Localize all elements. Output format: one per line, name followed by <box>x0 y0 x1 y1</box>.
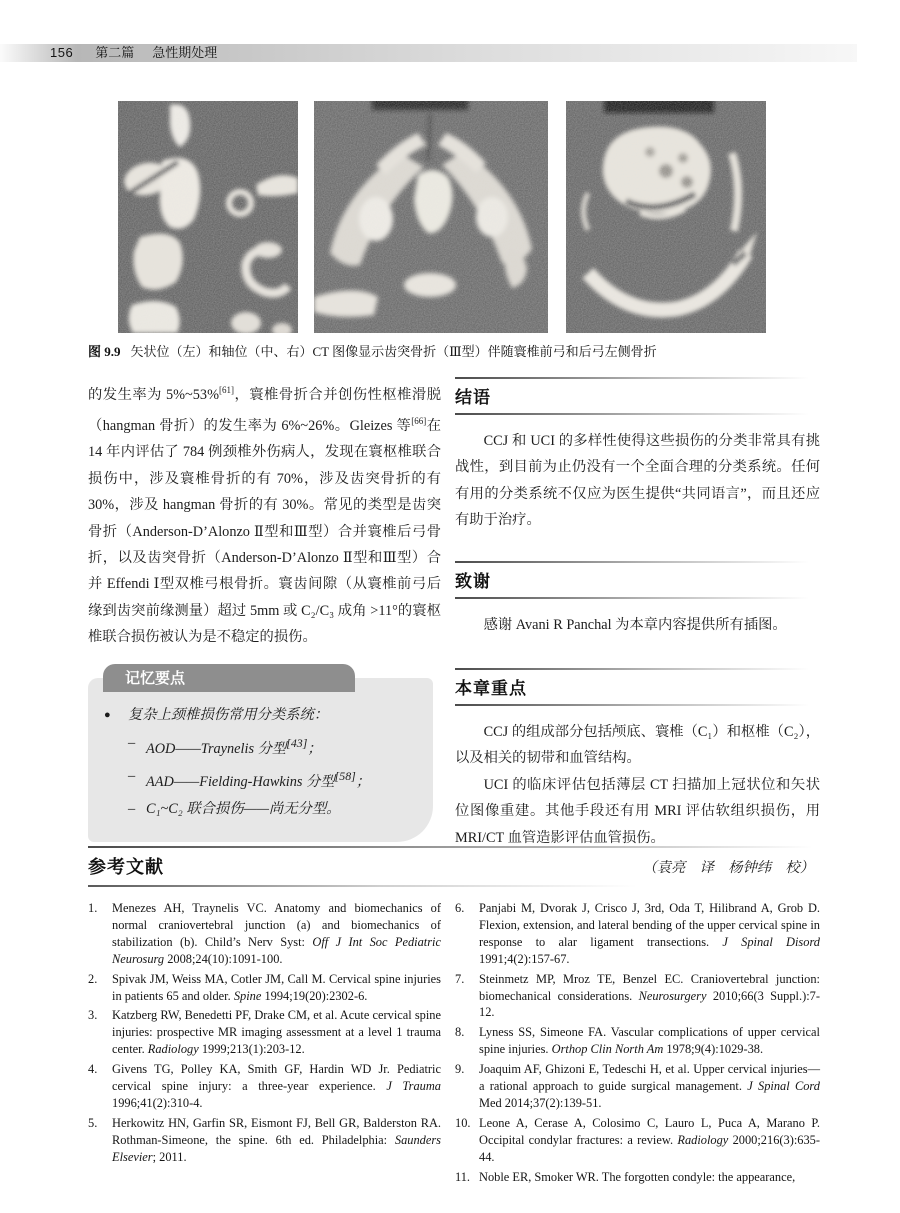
right-column <box>455 377 820 881</box>
reference-item <box>88 900 441 968</box>
heading-rule-bottom <box>455 597 820 599</box>
reference-number: 1. <box>88 901 98 915</box>
memory-box-item-text: AOD——Traynelis 分型[43]； <box>146 735 322 757</box>
references-section <box>88 846 820 1189</box>
reference-number: 3. <box>88 1008 98 1023</box>
reference-text: Menezes AH, Traynelis VC. Anatomy and biomechanics of normal craniovertebral junction (a) and biomechanics of stabilization (b). Child’s Nerv Syst: Off J Int Soc Pediatric Neurosurg 2008;24(10):1091-100. <box>112 901 441 966</box>
axial-ct-image-1 <box>314 101 548 333</box>
memory-box-lead: 复杂上颈椎损伤常用分类系统： <box>128 707 329 723</box>
references-left-column <box>88 900 441 1189</box>
reference-text: Noble ER, Smoker WR. The forgotten condyle: the appearance, <box>479 1169 796 1184</box>
reference-number: 10. <box>455 1115 471 1130</box>
heading-rule-top <box>455 561 820 563</box>
section-heading <box>455 561 820 599</box>
reference-text: Lyness SS, Simeone FA. Vascular complications of upper cervical spine injuries. Orthop Clin North Am 1978;9(4):1029-38. <box>479 1025 820 1057</box>
sagittal-ct-graphic <box>118 101 298 333</box>
reference-number: 9. <box>455 1062 465 1077</box>
memory-box-item-text: C₁~C₂ 联合损伤——尚无分型。 <box>146 801 341 818</box>
axial-ct-graphic-2 <box>566 101 766 333</box>
acknowledgment-paragraph: 感谢 Avani R Panchal 为本章内容提供所有插图。 <box>483 616 787 633</box>
left-column <box>88 377 441 651</box>
section-conclusion <box>455 377 820 534</box>
dash-icon: – <box>128 734 136 751</box>
dash-icon: – <box>128 801 136 818</box>
memory-box-item <box>104 763 415 796</box>
reference-item <box>455 1061 820 1112</box>
heading-rule-bottom <box>455 413 820 415</box>
reference-item <box>455 1169 820 1186</box>
page-number: 156 <box>50 45 74 60</box>
heading-rule-bottom <box>455 704 820 706</box>
highlights-paragraph-2: UCI 的临床评估包括薄层 CT 扫描加上冠状位和矢状位图像重建。其他手段还有用 MRI 评估软组织损伤，用 MRI/CT 血管造影评估血管损伤。 <box>455 776 820 846</box>
references-title: 参考文献 <box>88 857 164 877</box>
reference-number: 11. <box>455 1169 471 1184</box>
reference-item <box>88 1115 441 1166</box>
page-header-band <box>0 44 857 62</box>
heading-rule-top <box>455 668 820 670</box>
part-label: 第二篇 <box>95 45 135 60</box>
section-heading <box>455 668 820 706</box>
reference-text: Katzberg RW, Benedetti PF, Drake CM, et al. Acute cervical spine injuries: prospective MR imaging assessment at a level 1 trauma center. Radiology 1999;213(1):203-12. <box>112 1008 441 1057</box>
reference-number: 2. <box>88 971 98 986</box>
translators-line: （袁亮 译 杨钟纬 校） <box>642 860 814 877</box>
reference-text: Leone A, Cerase A, Colosimo C, Lauro L, Puca A, Marano P. Occipital condylar fractures: a review. Radiology 2000;216(3):635-44. <box>479 1115 820 1164</box>
section-acknowledgment <box>455 561 820 638</box>
reference-number: 5. <box>88 1115 98 1130</box>
left-column-paragraph: 的发生率为 5%~53%[61]，寰椎骨折合并创伤性枢椎滑脱（hangman 骨折）的发生率为 6%~26%。Gleizes 等[66]在 14 年内评估了 784 例颈椎外伤病人，发现在寰枢椎联合损伤中，涉及寰椎骨折的有 70%，涉及齿突骨折的有 30%，涉及 hangman 骨折的有 30%。常见的类型是齿突骨折（Anderson-D’Alonzo Ⅱ型和Ⅲ型）合并寰椎后弓骨折，以及齿突骨折（Anderson-D’Alonzo Ⅱ型和Ⅲ型）合并 Effendi Ⅰ型双椎弓根骨折。寰齿间隙（从寰椎前弓后缘到齿突前缘测量）超过 5mm 或 C₂/C₃ 成角 >11°的寰枢椎联合损伤被认为是不稳定的损伤。 <box>88 385 442 646</box>
reference-number: 7. <box>455 971 465 986</box>
section-title-acknowledgment: 致谢 <box>455 571 491 591</box>
conclusion-paragraph: CCJ 和 UCI 的多样性使得这些损伤的分类非常具有挑战性，到目前为止仍没有一个全面合理的分类系统。任何有用的分类系统不仅应为医生提供“共同语言”，而且还应有助于治疗。 <box>455 433 820 529</box>
reference-item <box>88 1007 441 1058</box>
memory-box-item <box>104 796 415 824</box>
reference-item <box>88 1061 441 1112</box>
reference-text: Herkowitz HN, Garfin SR, Eismont FJ, Bell GR, Balderston RA. Rothman-Simeone, the spine. 6th ed. Philadelphia: Saunders Elsevier; 2011. <box>112 1115 441 1164</box>
reference-text: Panjabi M, Dvorak J, Crisco J, 3rd, Oda T, Hilibrand A, Grob D. Flexion, extension, and lateral bending of the upper cervical spine in response to alar ligament transections. J Spinal Disord 1991;4(2):157-67. <box>479 901 820 966</box>
reference-number: 6. <box>455 901 465 915</box>
heading-rule-top <box>88 846 820 848</box>
reference-item <box>455 900 820 968</box>
memory-box-body <box>88 678 433 842</box>
reference-text: Givens TG, Polley KA, Smith GF, Hardin WD Jr. Pediatric cervical spine injury: a three-year experience. J Trauma 1996;41(2):310-4. <box>112 1062 441 1110</box>
figure-caption <box>88 343 820 360</box>
memory-box-item-text: AAD——Fielding-Hawkins 分型[58]； <box>146 768 371 790</box>
memory-box-item <box>104 730 415 763</box>
references-columns <box>88 900 820 1189</box>
reference-item <box>455 1024 820 1058</box>
figure-label: 图 9.9 <box>88 344 121 359</box>
memory-box-title: 记忆要点 <box>103 664 355 692</box>
memory-box-lead-row <box>104 702 415 730</box>
reference-item <box>455 971 820 1022</box>
bullet-icon: ● <box>104 709 111 721</box>
axial-ct-graphic-1 <box>314 101 548 333</box>
figure-caption-text: 矢状位（左）和轴位（中、右）CT 图像显示齿突骨折（Ⅲ型）伴随寰椎前弓和后弓左侧骨折 <box>130 344 657 359</box>
references-right-column <box>455 900 820 1189</box>
dash-icon: – <box>128 767 136 784</box>
references-heading <box>88 846 820 887</box>
reference-number: 8. <box>455 1025 465 1040</box>
memory-box <box>88 664 433 842</box>
highlights-paragraph-1: CCJ 的组成部分包括颅底、寰椎（C₁）和枢椎（C₂），以及相关的韧带和血管结构。 <box>455 724 820 767</box>
reference-text: Joaquim AF, Ghizoni E, Tedeschi H, et al. Upper cervical injuries—a rational approach to guide surgical management. J Spinal Cord Med 2014;37(2):139-51. <box>479 1062 820 1110</box>
reference-number: 4. <box>88 1062 98 1077</box>
reference-item <box>455 1115 820 1166</box>
sagittal-ct-image <box>118 101 298 333</box>
section-heading <box>455 377 820 415</box>
reference-text: Steinmetz MP, Mroz TE, Benzel EC. Craniovertebral junction: biomechanical considerations. Neurosurgery 2010;66(3 Suppl.):7-12. <box>479 971 820 1020</box>
reference-text: Spivak JM, Weiss MA, Cotler JM, Call M. Cervical spine injuries in patients 65 and older. Spine 1994;19(20):2302-6. <box>112 971 441 1003</box>
reference-item <box>88 971 441 1005</box>
section-title-conclusion: 结语 <box>455 388 491 407</box>
axial-ct-image-2 <box>566 101 766 333</box>
heading-rule-bottom <box>88 885 820 887</box>
heading-rule-top <box>455 377 820 379</box>
part-title: 急性期处理 <box>152 45 218 60</box>
section-title-highlights: 本章重点 <box>455 679 527 699</box>
